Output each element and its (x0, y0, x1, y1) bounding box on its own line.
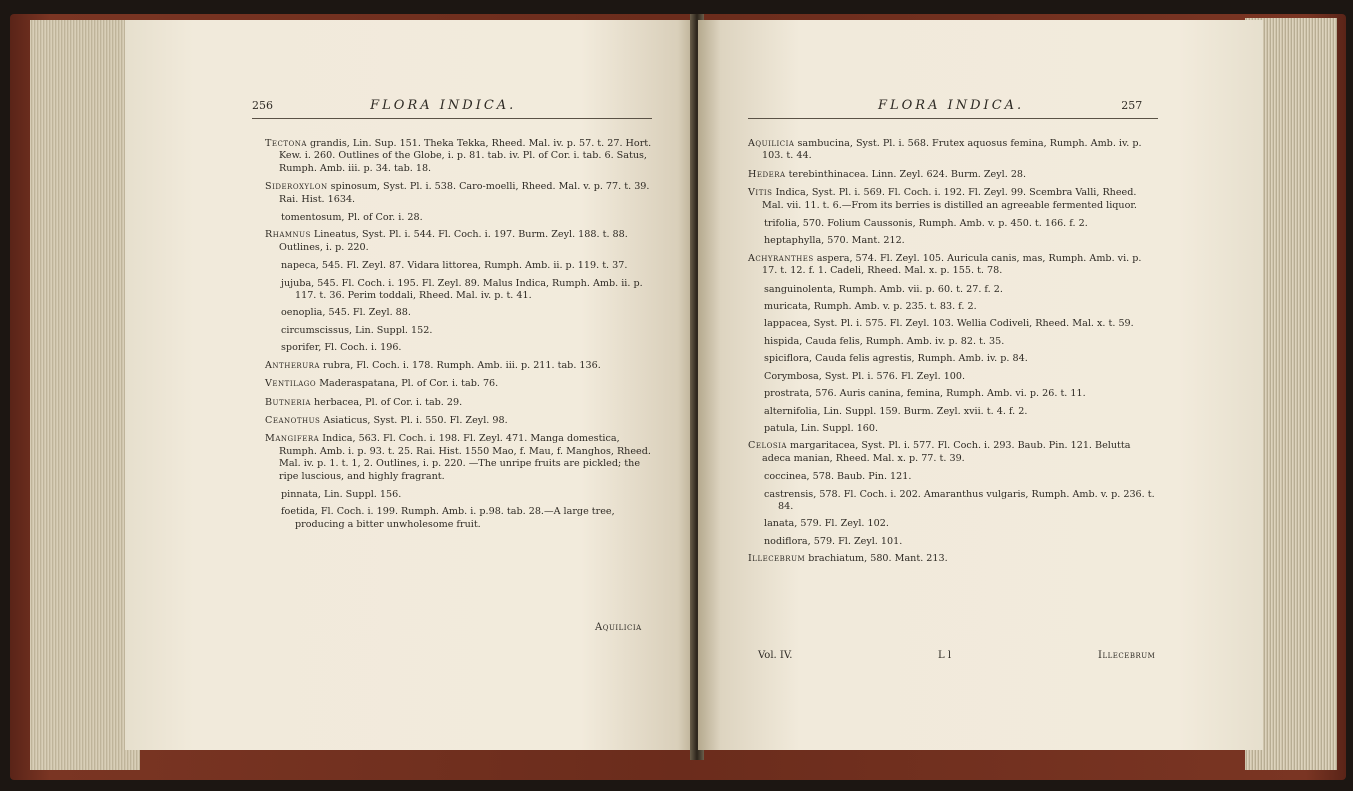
genus-entry: Aquilicia sambucina, Syst. Pl. i. 568. Frutex aquosus femina, Rumph. Amb. iv. p. 103. t. 44. (748, 138, 1142, 162)
species-entry: prostrata, 576. Auris canina, femina, Rumph. Amb. vi. p. 26. t. 11. (764, 388, 1086, 400)
genus-entry: Vitis Indica, Syst. Pl. i. 569. Fl. Coch. i. 192. Fl. Zeyl. 99. Scembra Valli, Rheed. Mal. vii. 11. t. 6.—From its berries is distilled an agreeable fermented liquor. (748, 187, 1137, 211)
genus-entry: Tectona grandis, Lin. Sup. 151. Theka Tekka, Rheed. Mal. iv. p. 57. t. 27. Hort. Kew. i. 260. Outlines of the Globe, i. p. 81. tab. iv. Pl. of Cor. i. tab. 6. Satus, Rumph. Amb. iii. p. 34. tab. 18. (265, 138, 652, 174)
genus-entry: Hedera terebinthinacea. Linn. Zeyl. 624. Burm. Zeyl. 28. (748, 168, 1027, 180)
genus-entry: Illecebrum brachiatum, 580. Mant. 213. (748, 553, 948, 565)
species-entry: hispida, Cauda felis, Rumph. Amb. iv. p. 82. t. 35. (764, 335, 1005, 347)
signature-mark: L l (938, 650, 952, 661)
left-entries (265, 138, 655, 536)
species-entry: Corymbosa, Syst. Pl. i. 576. Fl. Zeyl. 100. (764, 370, 966, 382)
genus-entry: Antherura rubra, Fl. Coch. i. 178. Rumph. Amb. iii. p. 211. tab. 136. (265, 359, 601, 371)
species-entry: muricata, Rumph. Amb. v. p. 235. t. 83. f. 2. (764, 301, 977, 313)
species-entry: oenoplia, 545. Fl. Zeyl. 88. (281, 307, 411, 319)
left-page-title: FLORA INDICA. (370, 98, 517, 113)
right-catchword: Illecebrum (1098, 650, 1156, 661)
species-entry: patula, Lin. Suppl. 160. (764, 422, 879, 434)
genus-entry: Achyranthes aspera, 574. Fl. Zeyl. 105. Auricula canis, mas, Rumph. Amb. vi. p. 17. t. 12. f. 1. Cadeli, Rheed. Mal. x. p. 155. t. 78. (748, 252, 1142, 277)
left-header-rule (252, 118, 652, 119)
species-entry: coccinea, 578. Baub. Pin. 121. (764, 471, 912, 483)
genus-entry: Ventilago Maderaspatana, Pl. of Cor. i. tab. 76. (265, 378, 499, 390)
species-entry: napeca, 545. Fl. Zeyl. 87. Vidara littorea, Rumph. Amb. ii. p. 119. t. 37. (281, 260, 628, 272)
species-entry: pinnata, Lin. Suppl. 156. (281, 488, 402, 500)
genus-entry: Sideroxylon spinosum, Syst. Pl. i. 538. Caro-moelli, Rheed. Mal. v. p. 77. t. 39. Rai. Hist. 1634. (265, 181, 650, 205)
species-entry: foetida, Fl. Coch. i. 199. Rumph. Amb. i. p.98. tab. 28.—A large tree, producing a bitter unwholesome fruit. (281, 506, 615, 530)
right-page-header (878, 98, 1142, 113)
left-page-number: 256 (252, 99, 273, 112)
right-entries (748, 138, 1158, 572)
genus-entry: Celosia margaritacea, Syst. Pl. i. 577. Fl. Coch. i. 293. Baub. Pin. 121. Belutta adeca manian, Rheed. Mal. x. p. 77. t. 39. (748, 440, 1131, 464)
right-page (698, 20, 1263, 750)
species-entry: sanguinolenta, Rumph. Amb. vii. p. 60. t. 27. f. 2. (764, 283, 1003, 295)
right-header-rule (748, 118, 1158, 119)
left-page-edges (30, 20, 140, 770)
right-page-title: FLORA INDICA. (878, 98, 1025, 113)
species-entry: trifolia, 570. Folium Caussonis, Rumph. Amb. v. p. 450. t. 166. f. 2. (764, 218, 1088, 230)
left-page (125, 20, 695, 750)
species-entry: lappacea, Syst. Pl. i. 575. Fl. Zeyl. 103. Wellia Codiveli, Rheed. Mal. x. t. 59. (764, 318, 1134, 330)
species-entry: spiciflora, Cauda felis agrestis, Rumph. Amb. iv. p. 84. (764, 353, 1028, 365)
species-entry: castrensis, 578. Fl. Coch. i. 202. Amaranthus vulgaris, Rumph. Amb. v. p. 236. t. 84. (764, 488, 1155, 512)
volume-number: Vol. IV. (758, 650, 793, 661)
species-entry: sporifer, Fl. Coch. i. 196. (281, 342, 402, 354)
species-entry: alternifolia, Lin. Suppl. 159. Burm. Zeyl. xvii. t. 4. f. 2. (764, 405, 1028, 417)
left-page-header (252, 98, 516, 113)
species-entry: jujuba, 545. Fl. Coch. i. 195. Fl. Zeyl. 89. Malus Indica, Rumph. Amb. ii. p. 117. t. 36. Perim toddali, Rheed. Mal. iv. p. t. 41. (281, 277, 643, 302)
species-entry: lanata, 579. Fl. Zeyl. 102. (764, 518, 889, 530)
genus-entry: Mangifera Indica, 563. Fl. Coch. i. 198. Fl. Zeyl. 471. Manga domestica, Rumph. Amb. i. p. 93. t. 25. Rai. Hist. 1550 Mao, f. Mau, f. Manghos, Rheed. Mal. iv. p. 1. t. 1, 2. Outlines, i. p. 220. —The unripe fruits are pickled; the ripe luscious, and highly fragrant. (265, 433, 651, 482)
genus-entry: Rhamnus Lineatus, Syst. Pl. i. 544. Fl. Coch. i. 197. Burm. Zeyl. 188. t. 88. Outlines, i. p. 220. (265, 229, 628, 253)
left-catchword: Aquilicia (595, 622, 642, 633)
species-entry: nodiflora, 579. Fl. Zeyl. 101. (764, 535, 903, 547)
species-entry: tomentosum, Pl. of Cor. i. 28. (281, 212, 423, 224)
species-entry: circumscissus, Lin. Suppl. 152. (281, 324, 433, 336)
right-page-number: 257 (1121, 99, 1143, 112)
genus-entry: Ceanothus Asiaticus, Syst. Pl. i. 550. Fl. Zeyl. 98. (265, 414, 508, 426)
species-entry: heptaphylla, 570. Mant. 212. (764, 235, 905, 247)
genus-entry: Butneria herbacea, Pl. of Cor. i. tab. 29. (265, 396, 463, 408)
